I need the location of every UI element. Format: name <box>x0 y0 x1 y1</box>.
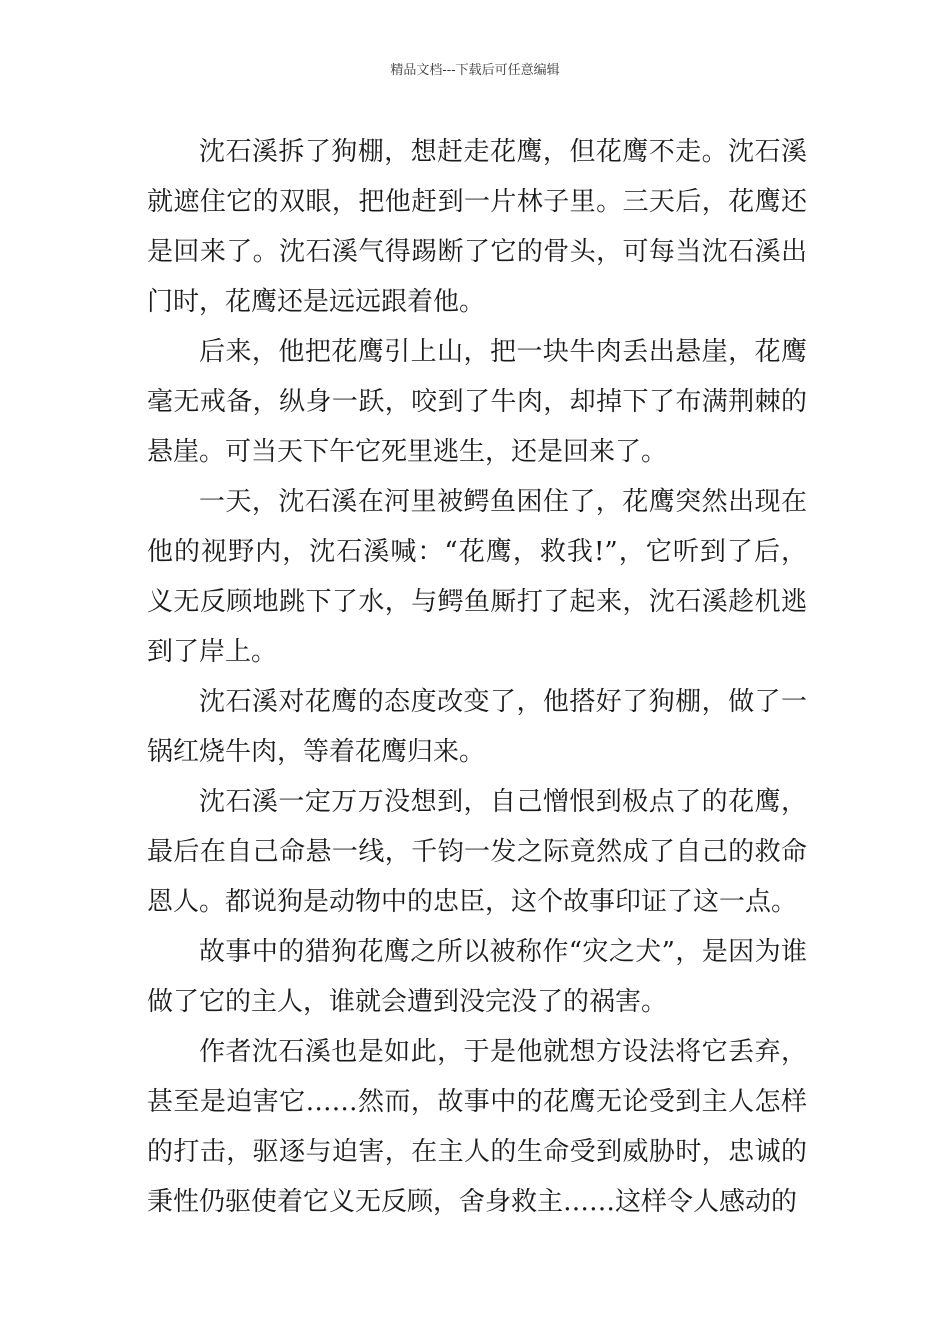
paragraph: 故事中的猎狗花鹰之所以被称作“灾之犬”，是因为谁做了它的主人，谁就会遭到没完没了的祸害。 <box>147 937 807 1017</box>
paragraph: 沈石溪一定万万没想到，自己憎恨到极点了的花鹰，最后在自己命悬一线，千钧一发之际竟然成了自己的救命恩人。都说狗是动物中的忠臣，这个故事印证了这一点。 <box>147 787 807 917</box>
paragraph: 作者沈石溪也是如此，于是他就想方设法将它丢弃，甚至是迫害它……然而，故事中的花鹰无论受到主人怎样的打击，驱逐与迫害，在主人的生命受到威胁时，忠诚的秉性仍驱使着它义无反顾，舍身救主……这样令人感动的 <box>147 1037 807 1217</box>
paragraph: 后来，他把花鹰引上山，把一块牛肉丢出悬崖，花鹰毫无戒备，纵身一跃，咬到了牛肉，却掉下了布满荆棘的悬崖。可当天下午它死里逃生，还是回来了。 <box>147 337 807 467</box>
paragraph: 一天，沈石溪在河里被鳄鱼困住了，花鹰突然出现在他的视野内，沈石溪喊：“花鹰，救我!”，它听到了后，义无反顾地跳下了水，与鳄鱼厮打了起来，沈石溪趁机逃到了岸上。 <box>147 487 807 667</box>
document-body <box>147 127 807 1227</box>
paragraph: 沈石溪拆了狗棚，想赶走花鹰，但花鹰不走。沈石溪就遮住它的双眼，把他赶到一片林子里。三天后，花鹰还是回来了。沈石溪气得踢断了它的骨头，可每当沈石溪出门时，花鹰还是远远跟着他。 <box>147 137 807 317</box>
page-header: 精品文档---下载后可任意编辑 <box>390 63 560 78</box>
paragraph: 沈石溪对花鹰的态度改变了，他搭好了狗棚，做了一锅红烧牛肉，等着花鹰归来。 <box>147 687 807 767</box>
